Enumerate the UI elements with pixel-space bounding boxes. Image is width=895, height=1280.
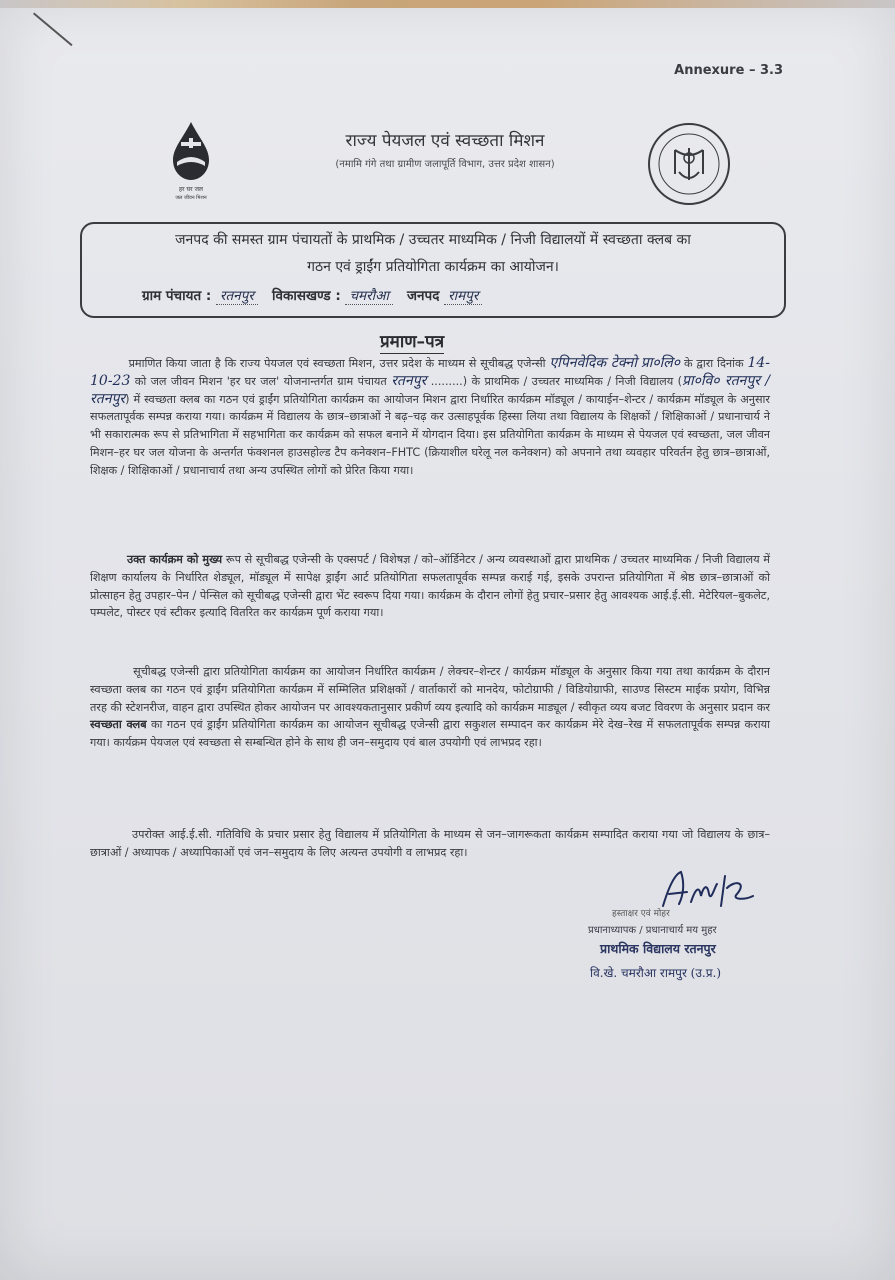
school-name: प्रा०वि० रतनपुर / रतनपुर xyxy=(90,372,770,407)
program-title-box xyxy=(80,222,786,318)
gram-panchayat-value: रतनपुर xyxy=(216,286,258,305)
para1-start: प्रमाणित किया जाता है कि राज्य पेयजल एवं स्वच्छता मिशन, उत्तर प्रदेश के माध्यम से सूचीबद्ध एजेन्सी xyxy=(128,357,546,370)
mission-title: राज्य पेयजल एवं स्वच्छता मिशन xyxy=(345,131,545,151)
pen-mark xyxy=(33,12,73,46)
vikaskhand-value: चमरौआ xyxy=(345,286,392,305)
svg-text:हर घर जल: हर घर जल xyxy=(179,186,203,193)
gram-panchayat-fill: रतनपुर xyxy=(391,372,427,389)
department-subtitle: (नमामि गंगे तथा ग्रामीण जलापूर्ति विभाग, उत्तर प्रदेश शासन) xyxy=(335,159,555,170)
paragraph-2 xyxy=(90,551,770,622)
school-stamp-line1: प्राथमिक विद्यालय रतनपुर xyxy=(600,941,716,956)
para1-mid1: के द्वारा दिनांक xyxy=(683,357,744,370)
paragraph-3 xyxy=(90,663,770,752)
para1-rest: में स्वच्छता क्लब का गठन एवं ड्राईंग प्रतियोगिता कार्यक्रम का आयोजन मिशन द्वारा निर्धारित कार्यक्रम मॉड्यूल / कायाईन–शेन्टर / कार्यक्रम मॉड्यूल के अनुसार सफलतापूर्वक सम्पन्न कराया गया। कार्यक्रम में विद्यालय के छात्र–छात्राओं ने बढ़–चढ़ कर उत्साहपूर्वक हिस्सा लिया तथा विद्यालय के शिक्षकों / शिक्षिकाओं / प्रधानाचार्य ने भी सकारात्मक रूप से प्रतिभागिता में सहभागिता कर कार्यक्रम को सफल बनाने में योगदान दिया। इस प्रतियोगिता कार्यक्रम के माध्यम से पेयजल एवं स्वच्छता, जल जीवन मिशन–हर घर जल योजना के अन्तर्गत फंक्शनल हाउसहोल्ड टैप कनेक्शन–FHTC (क्रियाशील घरेलू नल कनेक्शन) को अपनाने तथा व्यवहार परिवर्तन हेतु छात्र–छात्राओं, शिक्षक / शिक्षिकाओं / प्रधानाचार्य तथा अन्य उपस्थित लोगों को प्रेरित किया गया। xyxy=(90,392,771,477)
handwritten-signature xyxy=(655,866,775,918)
up-government-seal xyxy=(645,120,733,208)
program-date: 14-10-23 xyxy=(90,355,771,389)
para1-mid3: .........) के प्राथमिक / उच्चतर माध्यमिक / निजी विद्यालय xyxy=(430,374,674,388)
para3-rest: का गठन एवं ड्राईंग प्रतियोगिता कार्यक्रम का आयोजन सूचीबद्ध एजेन्सी द्वारा सकुशल सम्पादन कर कार्यक्रम मेरे देख–रेख में सफलतापूर्वक सम्पन्न कराया गया। कार्यक्रम पेयजल एवं स्वच्छता से सम्बन्धित होने के साथ ही जन–समुदाय एवं बाल उपयोगी एवं लाभप्रद रहा। xyxy=(90,718,770,750)
para2-bold: उक्त कार्यक्रम को मुख्य xyxy=(127,553,223,566)
location-line xyxy=(142,286,482,305)
janpad-label: जनपद xyxy=(407,288,440,304)
para3-start: सूचीबद्ध एजेन्सी द्वारा प्रतियोगिता कार्यक्रम का आयोजन निर्धारित कार्यक्रम / लेक्चर–शेन्टर / कार्यक्रम मॉड्यूल के अनुसार किया गया तथा कार्यक्रम के दौरान स्वच्छता क्लब का गठन एवं ड्राईंग प्रतियोगिता कार्यक्रम में सम्मिलित प्रशिक्षकों / वार्ताकारों को मानदेय, फोटोग्राफी / विडियोग्राफी, साउण्ड सिस्टम माईक प्रयोग, विभिन्न तरह की स्टेशनरीज, वाहन द्वारा उपस्थित होकर आयोजन पर आवश्यकतानुसार प्रकीर्ण व्यय इत्यादि को कार्यक्रम माड्यूल / स्वीकृत व्यय बजट विवरण के अनुसार प्रदान कर xyxy=(90,665,770,714)
svg-text:जल जीवन मिशन: जल जीवन मिशन xyxy=(175,195,207,201)
page-edge xyxy=(0,0,895,8)
gram-panchayat-label: ग्राम पंचायत : xyxy=(142,288,212,304)
agency-name: एपिनवेदिक टेक्नो xyxy=(549,355,637,371)
signature-designation: प्रधानाध्यापक / प्रधानाचार्य मय मुहर xyxy=(588,925,717,936)
paragraph-1: प्रमाणित किया जाता है कि राज्य पेयजल एवं स्वच्छता मिशन, उत्तर प्रदेश के माध्यम से सूचीबद्ध एजेन्सी एपिनवेदिक टेक्नो प्रा०लि० के द्वारा दिनांक 14-10-23 को जल जीवन मिशन 'हर घर जल' योजनान्तर्गत ग्राम पंचायत रतनपुर .........) के प्राथमिक / उच्चतर माध्यमिक / निजी विद्यालय (प्रा०वि० रतनपुर / रतनपुर) में स्वच्छता क्लब का गठन एवं ड्राईंग प्रतियोगिता कार्यक्रम का आयोजन मिशन द्वारा निर्धारित कार्यक्रम मॉड्यूल / कायाईन–शेन्टर / कार्यक्रम मॉड्यूल के अनुसार सफलतापूर्वक सम्पन्न कराया गया। कार्यक्रम में विद्यालय के छात्र–छात्राओं ने बढ़–चढ़ कर उत्साहपूर्वक हिस्सा लिया तथा विद्यालय के शिक्षकों / शिक्षिकाओं / प्रधानाचार्य ने भी सकारात्मक रूप से प्रतिभागिता में सहभागिता कर कार्यक्रम को सफल बनाने में योगदान दिया। इस प्रतियोगिता कार्यक्रम के माध्यम से पेयजल एवं स्वच्छता, जल जीवन मिशन–हर घर जल योजना के अन्तर्गत फंक्शनल हाउसहोल्ड टैप कनेक्शन–FHTC (क्रियाशील घरेलू नल कनेक्शन) को अपनाने तथा व्यवहार परिवर्तन हेतु छात्र–छात्राओं, शिक्षक / शिक्षिकाओं / प्रधानाचार्य तथा अन्य उपस्थित लोगों को प्रेरित किया गया। xyxy=(90,355,771,477)
jal-jeevan-mission-logo xyxy=(163,118,223,210)
school-stamp-line2: वि.खे. चमरौआ रामपुर (उ.प्र.) xyxy=(590,966,722,980)
program-title-line2: गठन एवं ड्राईंग प्रतियोगिता कार्यक्रम का आयोजन। xyxy=(307,259,559,275)
program-title-line1: जनपद की समस्त ग्राम पंचायतों के प्राथमिक / उच्चतर माध्यमिक / निजी विद्यालयों में स्वच्छता क्लब का xyxy=(175,232,691,248)
annexure-label: Annexure – 3.3 xyxy=(674,63,783,78)
signature-label: हस्ताक्षर एवं मोहर xyxy=(612,909,670,919)
para1-mid2: को जल जीवन मिशन 'हर घर जल' योजनान्तर्गत ग्राम पंचायत xyxy=(134,374,387,388)
janpad-value: रामपुर xyxy=(444,286,482,305)
agency-name-suffix: प्रा०लि० xyxy=(640,355,681,371)
paragraph-4 xyxy=(90,826,770,862)
certificate-title: प्रमाण–पत्र xyxy=(380,329,444,354)
para4-text: उपरोक्त आई.ई.सी. गतिविधि के प्रचार प्रसार हेतु विद्यालय में प्रतियोगिता के माध्यम से जन–जागरूकता कार्यक्रम सम्पादित कराया गया जो विद्यालय के छात्र–छात्राओं / अध्यापक / अध्यापिकाओं एवं जन–समुदाय के लिए अत्यन्त उपयोगी व लाभप्रद रहा। xyxy=(90,828,770,859)
para3-bold: स्वच्छता क्लब xyxy=(90,718,147,732)
vikaskhand-label: विकासखण्ड : xyxy=(271,288,341,304)
para2-rest: रूप से सूचीबद्ध एजेन्सी के एक्सपर्ट / विशेषज्ञ / को–ऑर्डिनेटर / अन्य व्यवस्थाओं द्वारा प्राथमिक / उच्चतर माध्यमिक / निजी विद्यालय में शिक्षण कार्यालय के निर्धारित शेड्यूल, मॉड्यूल में सापेक्ष ड्राईंग आर्ट प्रतियोगिता सफलतापूर्वक सम्पन्न कराई गई, इसके उपरान्त प्रतियोगिता में श्रेष्ठ छात्र–छात्राओं को प्रोत्साहन हेतु उपहार–पेन / पेन्सिल को सूचीबद्ध एजेन्सी द्वारा भेंट स्वरूप दिया गया। कार्यक्रम के दौरान लोगों हेतु प्रचार–प्रसार हेतु आवश्यक आई.ई.सी. मेटेरियल–बुकलेट, पम्पलेट, पोस्टर एवं स्टीकर इत्यादि वितरित कर कार्यक्रम पूर्ण कराया गया। xyxy=(90,553,771,620)
